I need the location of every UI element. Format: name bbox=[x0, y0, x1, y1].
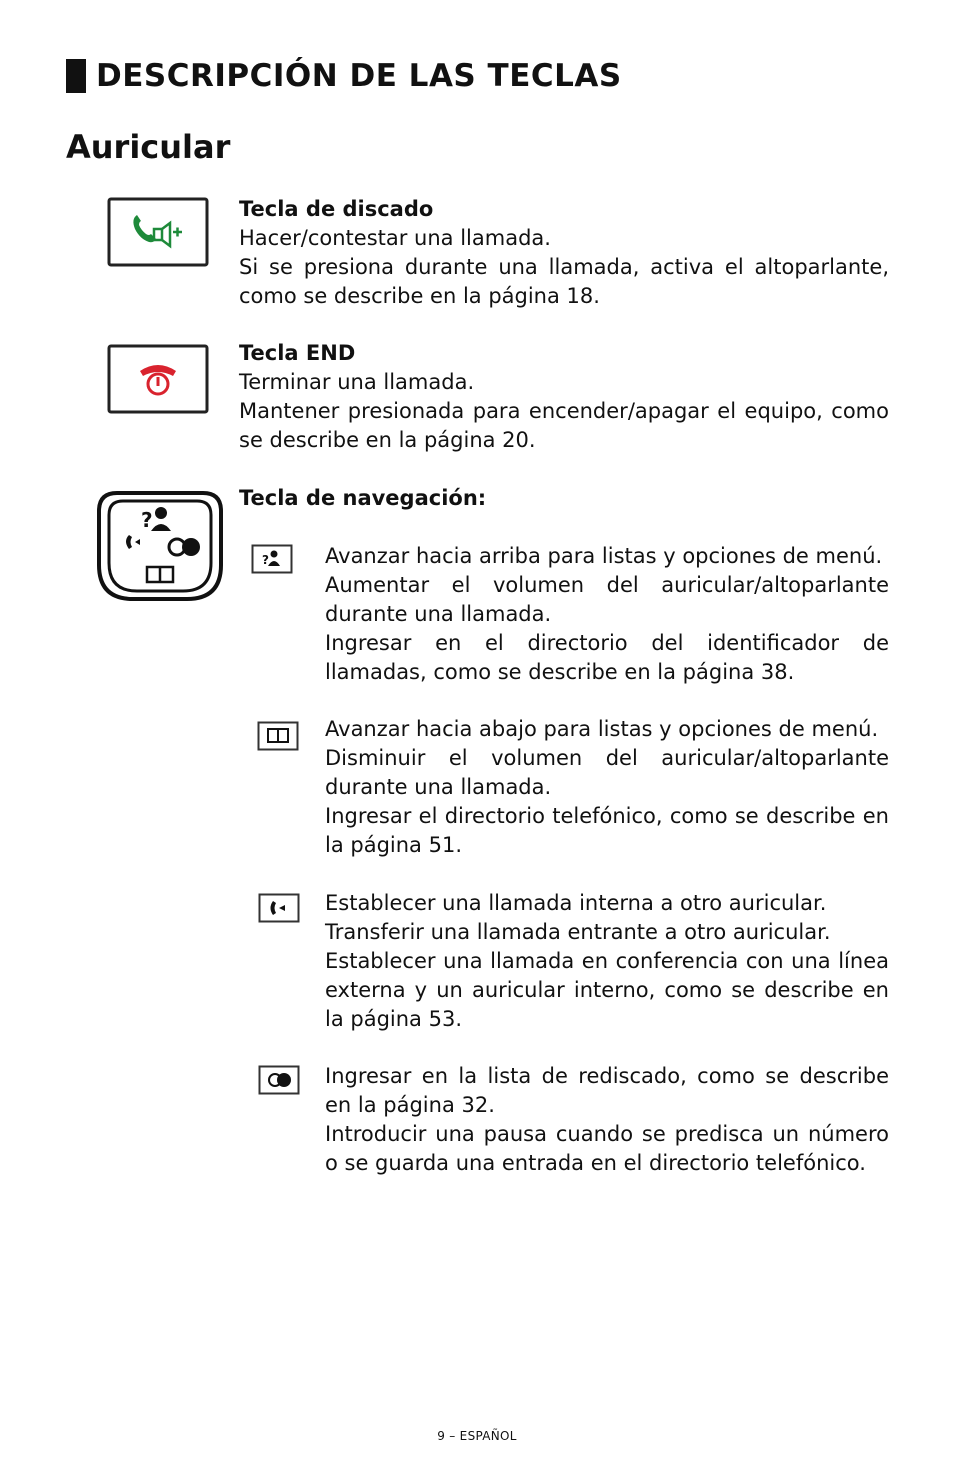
nav-up-line-3: Ingresar en el directorio del identificador de llamadas, como se describe en la página 38. bbox=[325, 631, 889, 684]
phonebook-down-icon bbox=[257, 721, 299, 755]
end-key-description bbox=[239, 339, 889, 455]
nav-left-line-1: Establecer una llamada interna a otro auricular. bbox=[325, 891, 827, 915]
intercom-left-icon bbox=[258, 893, 300, 927]
dial-key-line-1: Hacer/contestar una llamada. bbox=[239, 226, 551, 250]
nav-right-line-1: Ingresar en la lista de rediscado, como se describe en la página 32. bbox=[325, 1064, 889, 1117]
nav-up-line-2: Aumentar el volumen del auricular/altoparlante durante una llamada. bbox=[325, 573, 889, 626]
redial-right-icon bbox=[258, 1065, 300, 1099]
svg-text:?: ? bbox=[141, 508, 153, 532]
end-key-line-1: Terminar una llamada. bbox=[239, 370, 475, 394]
nav-down-line-2: Disminuir el volumen del auricular/altoparlante durante una llamada. bbox=[325, 746, 889, 799]
navigation-key-title: Tecla de navegación: bbox=[239, 486, 487, 510]
section-title bbox=[66, 58, 622, 94]
caller-id-up-icon bbox=[251, 544, 293, 578]
nav-down-line-3: Ingresar el directorio telefónico, como se describe en la página 51. bbox=[325, 804, 889, 857]
nav-up-description bbox=[325, 542, 889, 687]
navigation-key-icon bbox=[95, 489, 225, 607]
end-key-title: Tecla END bbox=[239, 341, 356, 365]
dial-key-icon bbox=[107, 197, 209, 272]
navigation-key-description bbox=[239, 484, 889, 513]
nav-down-description bbox=[325, 715, 889, 860]
svg-text:?: ? bbox=[262, 553, 269, 567]
nav-right-line-2: Introducir una pausa cuando se predisca un número o se guarda una entrada en el directorio telefónico. bbox=[325, 1122, 889, 1175]
nav-left-line-3: Establecer una llamada en conferencia con una línea externa y un auricular interno, como se describe en la página 53. bbox=[325, 949, 889, 1031]
page-footer: 9 – ESPAÑOL bbox=[437, 1429, 517, 1443]
nav-right-description bbox=[325, 1062, 889, 1178]
section-marker bbox=[66, 59, 86, 93]
nav-left-description bbox=[325, 889, 889, 1034]
nav-up-line-1: Avanzar hacia arriba para listas y opciones de menú. bbox=[325, 544, 883, 568]
subsection-title: Auricular bbox=[66, 128, 231, 166]
dial-key-title: Tecla de discado bbox=[239, 197, 434, 221]
nav-down-line-1: Avanzar hacia abajo para listas y opciones de menú. bbox=[325, 717, 879, 741]
nav-left-line-2: Transferir una llamada entrante a otro auricular. bbox=[325, 920, 831, 944]
end-key-icon bbox=[107, 344, 209, 419]
end-key-line-2: Mantener presionada para encender/apagar el equipo, como se describe en la página 20. bbox=[239, 399, 889, 452]
dial-key-description bbox=[239, 195, 889, 311]
section-title-text: DESCRIPCIÓN DE LAS TECLAS bbox=[96, 58, 622, 94]
dial-key-line-2: Si se presiona durante una llamada, activa el altoparlante, como se describe en la página 18. bbox=[239, 255, 889, 308]
